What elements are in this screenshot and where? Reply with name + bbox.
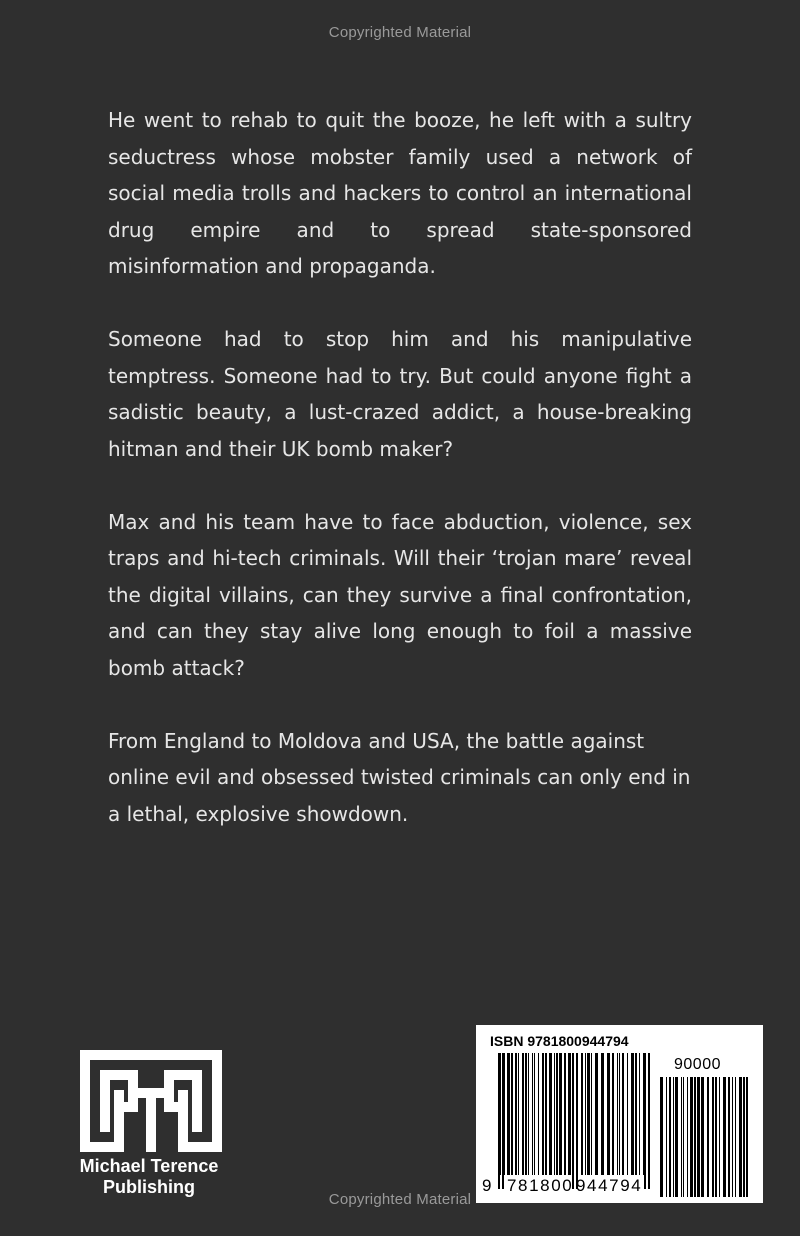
watermark-top: Copyrighted Material xyxy=(328,24,472,41)
isbn-label: ISBN 9781800944794 xyxy=(490,1033,629,1049)
watermark-bottom: Copyrighted Material xyxy=(328,1191,472,1208)
blurb-paragraph: He went to rehab to quit the booze, he left with a sultry seductress whose mobster family used a network of social media trolls and hackers to control an international drug empire and to spread state-sponsored misinformation and propaganda. xyxy=(108,108,692,278)
barcode-digits-left: 781800 xyxy=(507,1176,574,1195)
barcode-digit-first: 9 xyxy=(482,1176,494,1195)
isbn-barcode xyxy=(476,1025,763,1203)
publisher-name-line2: Publishing xyxy=(103,1177,195,1197)
barcode-addon-digits: 90000 xyxy=(674,1056,721,1073)
mtp-logo-icon xyxy=(80,1050,222,1152)
back-cover-blurb xyxy=(108,102,692,869)
blurb-paragraph: From England to Moldova and USA, the battle against online evil and obsessed twisted criminals can only end in a lethal, explosive showdown. xyxy=(108,728,691,826)
blurb-paragraph: Max and his team have to face abduction, violence, sex traps and hi-tech criminals. Will their ‘trojan mare’ reveal the digital villains, can they survive a final confrontation, and can they stay alive long enough to foil a massive bomb attack? xyxy=(108,509,692,680)
publisher-logo xyxy=(68,1050,230,1198)
publisher-name-line1: Michael Terence xyxy=(79,1156,219,1176)
blurb-paragraph: Someone had to stop him and his manipulative temptress. Someone had to try. But could anyone fight a sadistic beauty, a lust-crazed addict, a house-breaking hitman and their UK bomb maker? xyxy=(108,327,692,461)
barcode-digits-right: 944794 xyxy=(576,1176,643,1195)
